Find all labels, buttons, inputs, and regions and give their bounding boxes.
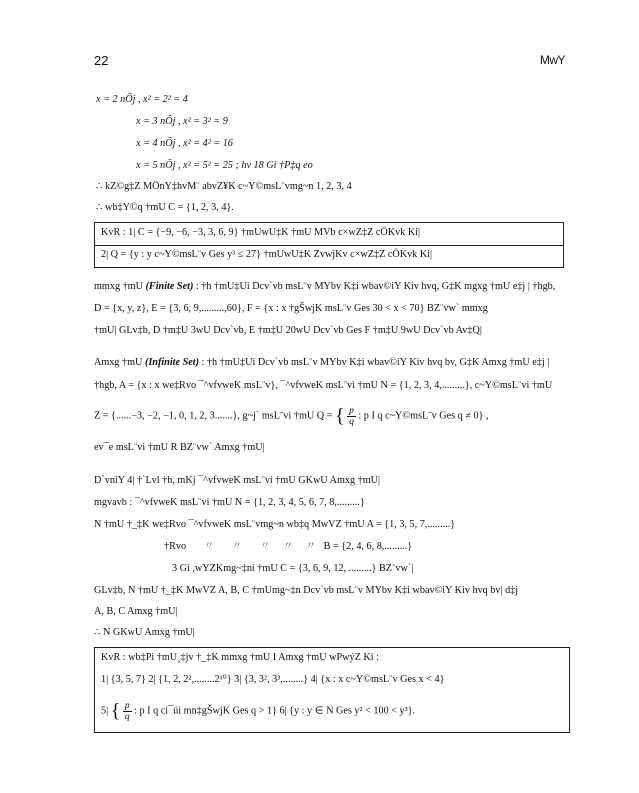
finite-set-line-3: †mU| GLv‡b, D †m‡U 3wU Dcv`vb, E †m‡U 20wU Dcv`vb Ges F †m‡U 9wU Dcv`vb Av‡Q|	[94, 325, 482, 336]
infinite-set-heading: Amxg †mU	[94, 357, 143, 368]
running-title: MwY	[539, 53, 565, 67]
task-2-fraction-denominator: q	[124, 711, 130, 722]
example-4-solution-line-4: 3 Gi ,wYZKmg~‡ni †mU C = {3, 6, 9, 12, .........} BZ¨vw`|	[172, 563, 414, 574]
finite-set-line-2: D = {x, y, z}, E = {3, 6, 9,.........,60}, F = {x : x †gŠwjK msL¨v Ges 30 < x < 70} BZ¨vw` mmxg	[94, 303, 488, 314]
task-2-row-2: 1| {3, 5, 7} 2| {1, 2, 2²,........2¹⁰} 3| {3, 3², 3³,........} 4| {x : x c~Y©msL¨v Ges x < 4}	[101, 674, 445, 685]
infinite-set-line-1	[94, 356, 549, 370]
example-4-conclusion: ∴ N GKwU Amxg †mU|	[94, 627, 195, 638]
example-4-solution-line-6: A, B, C Amxg †mU|	[94, 606, 178, 617]
fraction-numerator: p	[349, 405, 354, 416]
example-conclusion-2: ∴ wb‡Y©q †mU C = {1, 2, 3, 4}.	[96, 202, 234, 213]
left-brace: {	[334, 405, 345, 427]
infinite-set-definition: : †h †mU‡Ui Dcv`vb msL¨v MYbv K‡i wbav©iY Kiv hvq bv, G‡K Amxg †mU e‡j |	[201, 357, 550, 368]
task-2-item-5-number: 5|	[101, 705, 109, 717]
task-2-row-3	[101, 698, 415, 724]
fraction-denominator: q	[349, 416, 354, 427]
example-line-2: x = 3 nÕj , x² = 3² = 9	[136, 116, 228, 127]
rational-fraction	[347, 406, 356, 427]
infinite-set-line-4: ev¯e msL¨vi †mU R BZ¨vw` Amxg †mU|	[94, 442, 265, 453]
task-1-row-2: 2| Q = {y : y c~Y©msL¨v Ges y³ ≤ 27} †mUwU‡K ZvwjKv c×wZ‡Z cÖKvk Ki|	[101, 249, 433, 260]
finite-set-heading: mmxg †mU	[94, 281, 143, 292]
example-line-3: x = 4 nÕj , x² = 4² = 16	[136, 138, 233, 149]
infinite-set-term: (Infinite Set)	[144, 357, 199, 368]
finite-set-definition: : †h †mU‡Ui Dcv`vb msL¨v MYbv K‡i wbav©iY Kiv hvq, G‡K mgxg †mU e‡j | †hgb,	[195, 281, 556, 292]
example-conclusion-1: ∴ kZ©g‡Z MÖnY‡hvM¨ abvZ¥K c~Y©msL¨vmg~n 1, 2, 3, 4	[96, 181, 352, 192]
task-box-divider	[95, 245, 563, 246]
finite-set-line-1	[94, 280, 555, 294]
infinite-set-line-3	[94, 403, 489, 429]
example-line-4: x = 5 nÕj , x² = 5² = 25 ; hv 18 Gi †P‡q eo	[136, 160, 313, 171]
left-brace-2: {	[110, 700, 121, 722]
integer-set-text: Z = {......−3, −2, −1, 0, 1, 2, 3.......}, g~j` msL¨vi †mU Q =	[94, 410, 333, 422]
example-4-solution-line-5: GLv‡b, N †mU †_‡K MwVZ A, B, C †mUmg~‡n Dcv`vb msL¨v MYbv K‡i wbav©iY Kiv hvq bv| d‡j	[94, 585, 519, 596]
even-set: B = {2, 4, 6, 8,.........}	[323, 541, 413, 552]
example-4-solution-line-2: N †mU †_‡K we‡Rvo ¯^vfvweK msL¨vmg~n wb‡q MwVZ †mU A = {1, 3, 5, 7,.........}	[94, 519, 456, 530]
example-4-solution-line-1: mgvavb : ¯^vfvweK msL¨vi †mU N = {1, 2, 3, 4, 5, 6, 7, 8,.........}	[94, 497, 365, 508]
task-box-2	[94, 647, 570, 733]
even-label: †Rvo	[164, 541, 187, 552]
infinite-set-line-2: †hgb, A = {x : x we‡Rvo ¯^vfvweK msL¨v}, ¯^vfvweK msL¨vi †mU N = {1, 2, 3, 4,.........}, c~Y©msL¨vi †mU	[94, 380, 553, 391]
rational-set-condition: : p I q c~Y©msL¨v Ges q ≠ 0} ,	[358, 410, 489, 422]
example-line-1: x = 2 nÕj , x² = 2² = 4	[96, 94, 188, 105]
task-box-1	[94, 222, 564, 268]
task-2-fraction-numerator: p	[124, 700, 130, 711]
task-2-item-5-condition: : p I q ci¯úi mn‡gŠwjK Ges q > 1} 6| {y : y ∈ N Ges y² < 100 < y³}.	[134, 705, 416, 717]
ditto-marks: 〃 〃 〃 〃 〃	[188, 541, 322, 552]
task-2-row-1: KvR : wb‡Pi †mU¸‡jv †_‡K mmxg †mU I Amxg †mU wPwýZ Ki :	[101, 652, 379, 663]
page-number: 22	[94, 53, 109, 68]
example-4-question: D`vniY 4| †`Lvl †h, mKj ¯^vfvweK msL¨vi †mU GKwU Amxg †mU|	[94, 475, 381, 486]
task-1-row-1: KvR : 1| C = {−9, −6, −3, 3, 6, 9} †mUwU‡K †mU MVb c×wZ‡Z cÖKvk Ki|	[101, 227, 421, 238]
task-2-fraction	[123, 701, 132, 722]
finite-set-term: (Finite Set)	[145, 281, 194, 292]
example-4-solution-line-3	[164, 540, 412, 554]
